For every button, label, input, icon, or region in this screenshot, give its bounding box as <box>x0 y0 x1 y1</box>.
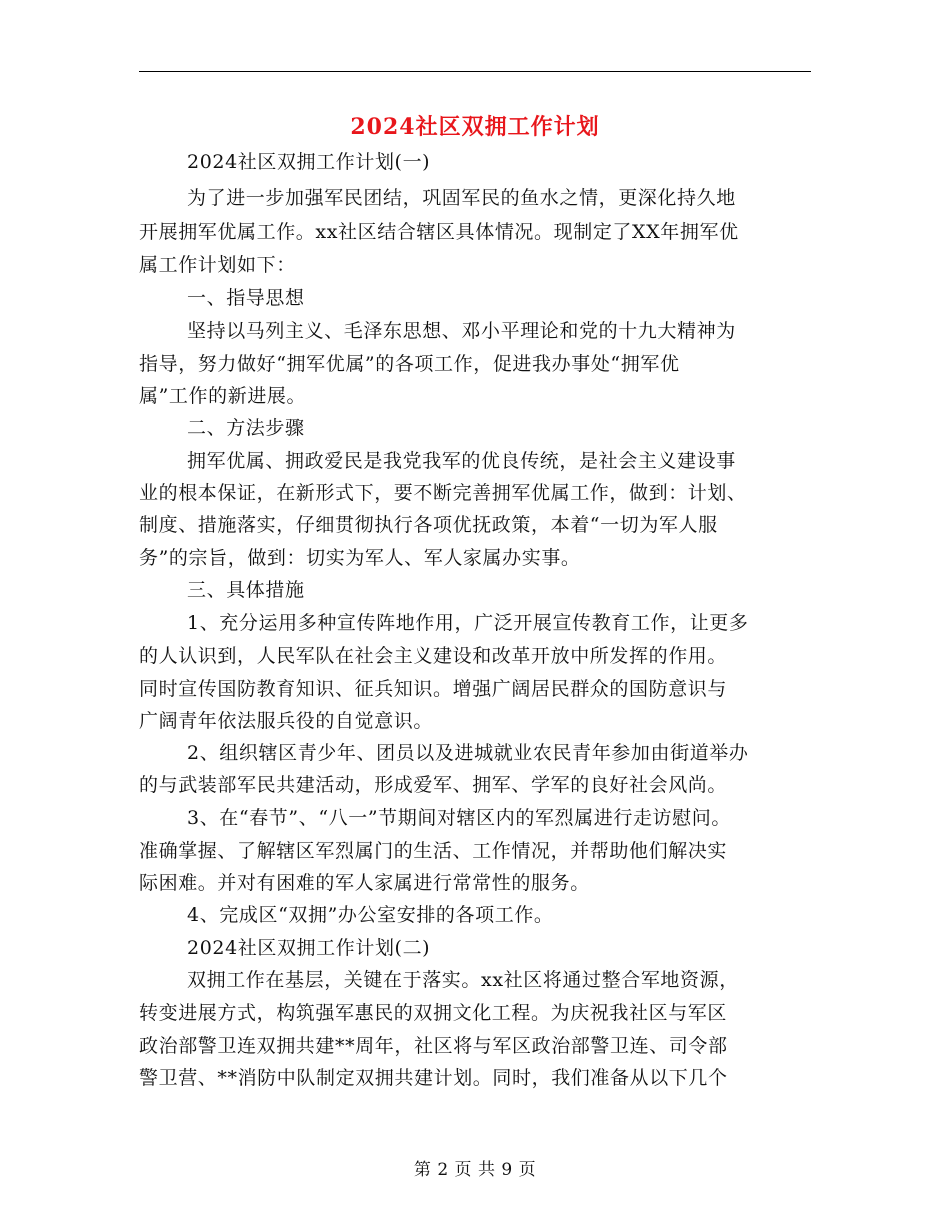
header-rule <box>139 71 811 72</box>
page-number: 第 2 页 共 9 页 <box>413 1160 537 1180</box>
paragraph-line: 警卫营、**消防中队制定双拥共建计划。同时，我们准备从以下几个 <box>139 1067 728 1089</box>
paragraph-line: 际困难。并对有困难的军人家属进行常常性的服务。 <box>139 872 590 894</box>
paragraph-line: 广阔青年依法服兵役的自觉意识。 <box>139 710 434 732</box>
paragraph-line: 属工作计划如下： <box>139 254 296 276</box>
paragraph-line: 的人认识到，人民军队在社会主义建设和改革开放中所发挥的作用。 <box>139 645 728 667</box>
section-heading: 一、指导思想 <box>187 287 305 309</box>
paragraph-line: 双拥工作在基层，关键在于落实。xx社区将通过整合军地资源， <box>187 969 739 991</box>
paragraph-line: 坚持以马列主义、毛泽东思想、邓小平理论和党的十九大精神为 <box>187 320 736 342</box>
paragraph-line: 指导，努力做好“拥军优属”的各项工作，促进我办事处“拥军优 <box>139 353 680 375</box>
paragraph-line: 拥军优属、拥政爱民是我党我军的优良传统，是社会主义建设事 <box>187 450 736 472</box>
paragraph-line: 业的根本保证，在新形式下，要不断完善拥军优属工作，做到：计划、 <box>139 482 747 504</box>
document-title: 2024社区双拥工作计划 <box>350 114 600 140</box>
paragraph-line: 政治部警卫连双拥共建**周年，社区将与军区政治部警卫连、司令部 <box>139 1035 728 1057</box>
paragraph-line: 3、在“春节”、“八一”节期间对辖区内的军烈属进行走访慰问。 <box>187 807 731 829</box>
paragraph-line: 4、完成区“双拥”办公室安排的各项工作。 <box>187 904 554 926</box>
paragraph-line: 属”工作的新进展。 <box>139 385 307 407</box>
paragraph-line: 开展拥军优属工作。xx社区结合辖区具体情况。现制定了XX年拥军优 <box>139 221 739 243</box>
paragraph-line: 制度、措施落实，仔细贯彻执行各项优抚政策，本着“一切为军人服 <box>139 514 718 536</box>
paragraph-line: 转变进展方式，构筑强军惠民的双拥文化工程。为庆祝我社区与军区 <box>139 1002 728 1024</box>
section-heading: 2024社区双拥工作计划(一) <box>187 151 431 173</box>
paragraph-line: 的与武装部军民共建活动，形成爱军、拥军、学军的良好社会风尚。 <box>139 774 728 796</box>
paragraph-line: 1、充分运用多种宣传阵地作用，广泛开展宣传教育工作，让更多 <box>187 612 749 634</box>
paragraph-line: 同时宣传国防教育知识、征兵知识。增强广阔居民群众的国防意识与 <box>139 678 728 700</box>
paragraph-line: 准确掌握、了解辖区军烈属门的生活、工作情况，并帮助他们解决实 <box>139 840 728 862</box>
paragraph-line: 2、组织辖区青少年、团员以及进城就业农民青年参加由街道举办 <box>187 742 749 764</box>
section-heading: 二、方法步骤 <box>187 417 305 439</box>
section-heading: 2024社区双拥工作计划(二) <box>187 937 431 959</box>
section-heading: 三、具体措施 <box>187 579 305 601</box>
paragraph-line: 为了进一步加强军民团结，巩固军民的鱼水之情，更深化持久地 <box>187 187 736 209</box>
paragraph-line: 务”的宗旨，做到：切实为军人、军人家属办实事。 <box>139 547 581 569</box>
